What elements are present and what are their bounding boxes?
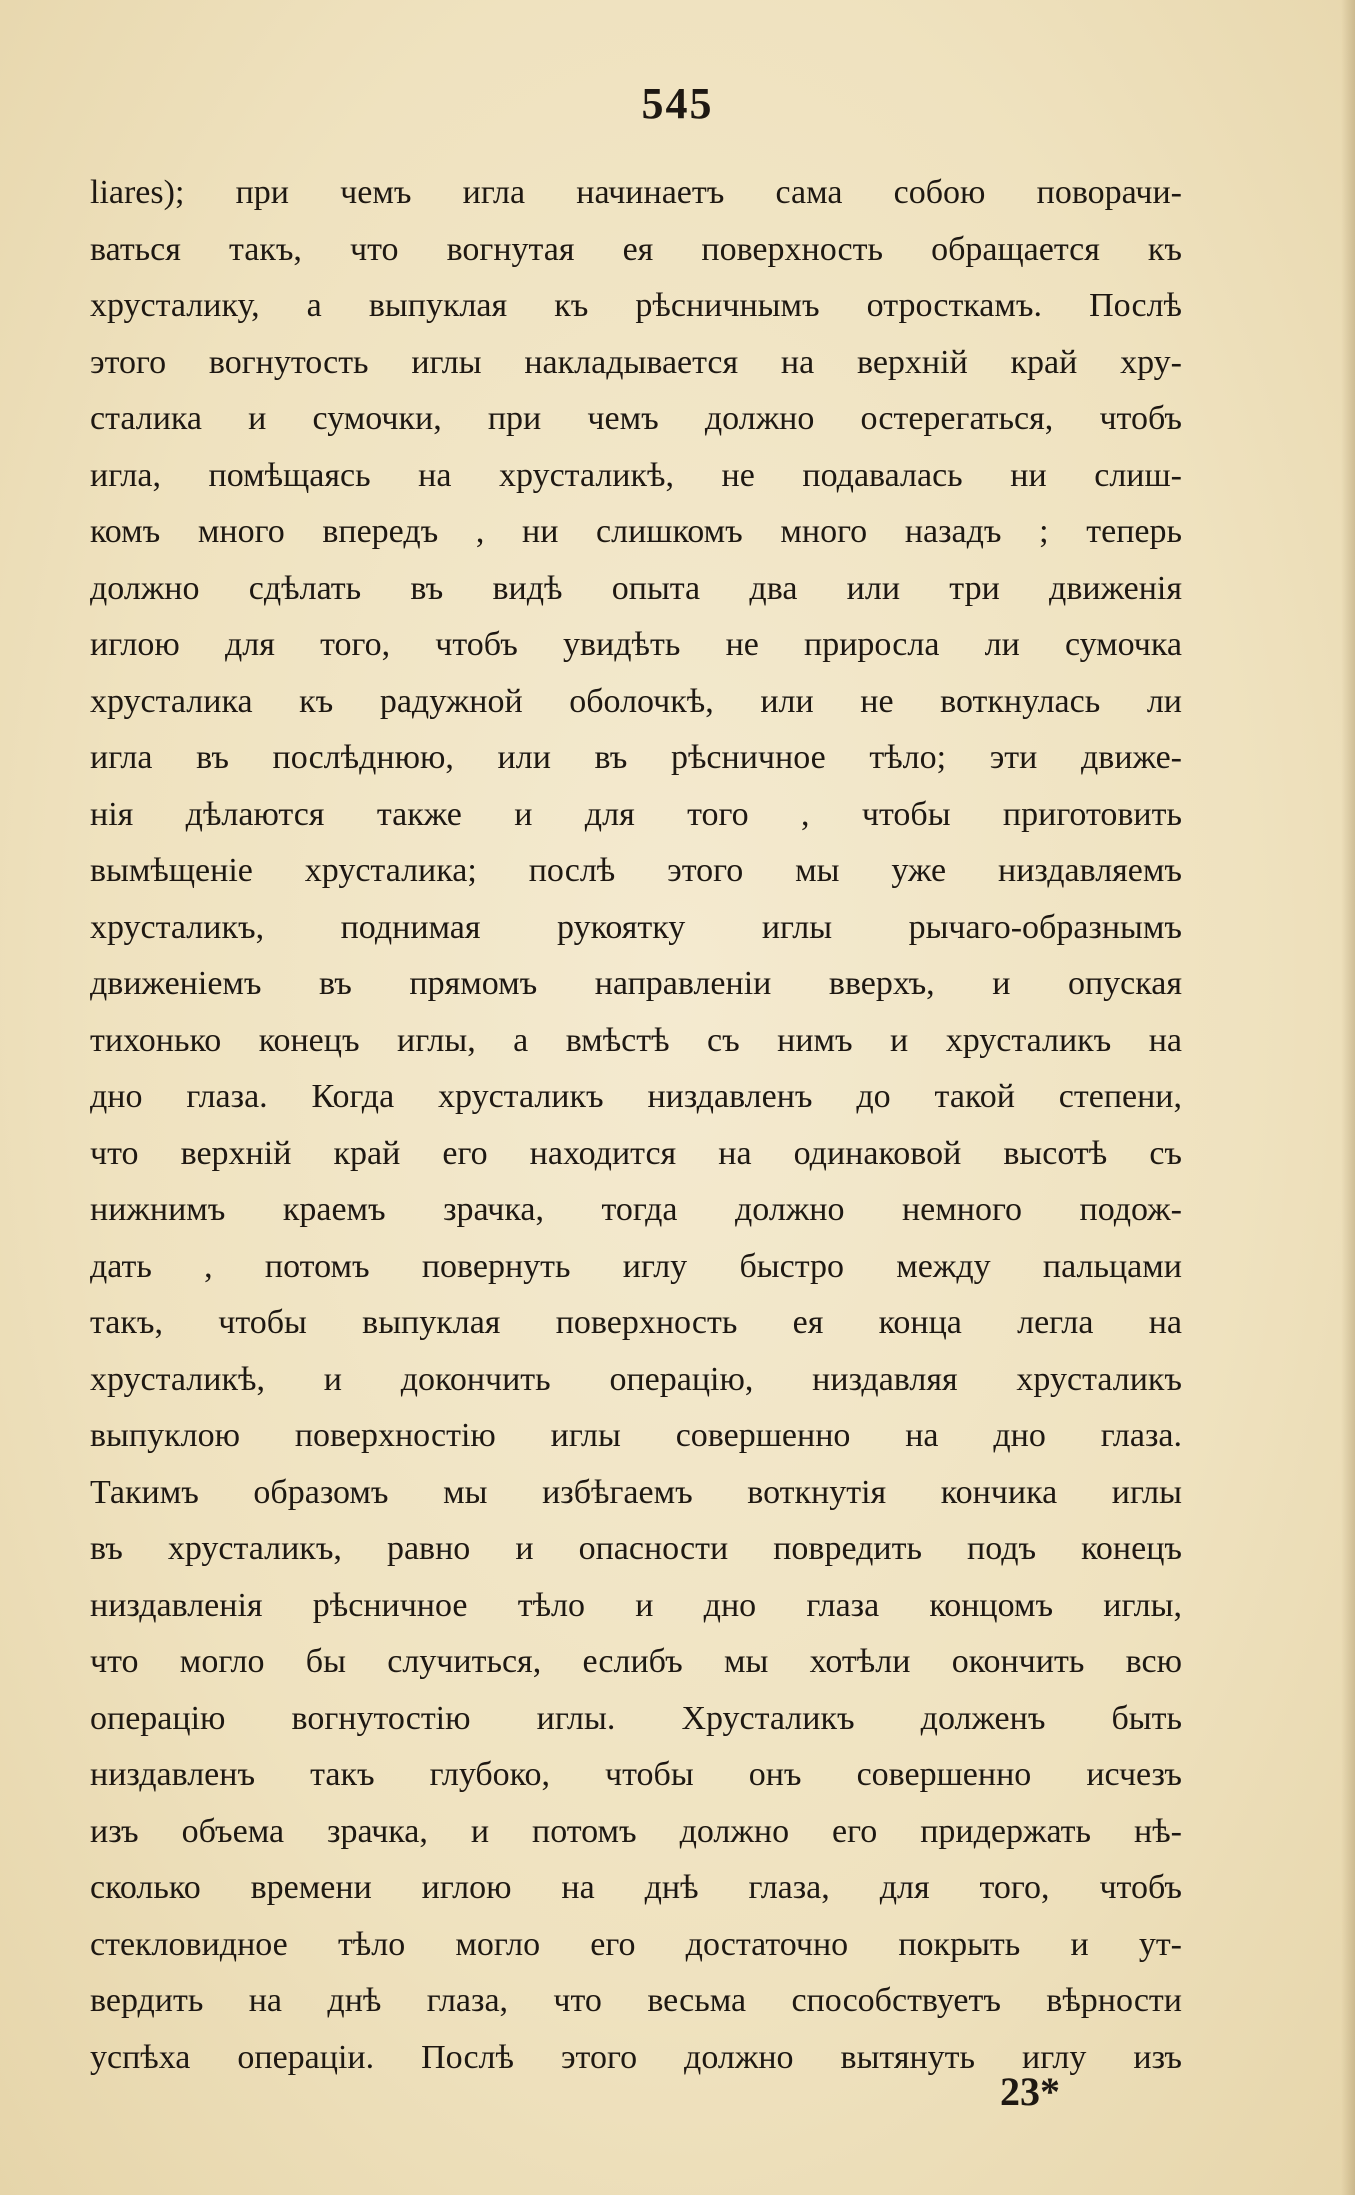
text-line: иглою для того, чтобъ увидѣть не приросла ли сумочка [90,626,1182,663]
text-line: хрусталику, а выпуклая къ рѣсничнымъ отросткамъ. Послѣ [90,287,1182,324]
text-line: вымѣщеніе хрусталика; послѣ этого мы уже низдавляемъ [90,852,1182,889]
text-line: успѣха операціи. Послѣ этого должно вытянуть иглу изъ [90,2038,1182,2076]
text-line: этого вогнутость иглы накладывается на верхній край хру- [90,343,1182,381]
text-line: хрусталикѣ, и докончить операцію, низдавляя хрусталикъ [90,1360,1182,1398]
text-line: что могло бы случиться, еслибъ мы хотѣли окончить всю [90,1643,1182,1680]
text-line: сколько времени иглою на днѣ глаза, для того, чтобъ [90,1869,1182,1906]
text-line: что верхній край его находится на одинаковой высотѣ съ [90,1134,1182,1172]
text-line: низдавленъ такъ глубоко, чтобы онъ совершенно исчезъ [90,1756,1182,1793]
text-line: въ хрусталикъ, равно и опасности повредить подъ конецъ [90,1530,1182,1567]
text-line: движеніемъ въ прямомъ направленіи вверхъ, и опуская [90,965,1182,1002]
body-text [90,165,1182,2086]
text-line: выпуклою поверхностію иглы совершенно на дно глаза. [90,1417,1182,1454]
text-line: должно сдѣлать въ видѣ опыта два или три движенія [90,569,1182,607]
page-number: 545 [641,79,714,128]
signature-mark: 23* [1000,2069,1060,2114]
text-line: нія дѣлаются также и для того , чтобы приготовить [90,795,1182,833]
text-line: тихонько конецъ иглы, а вмѣстѣ съ нимъ и хрусталикъ на [90,1021,1182,1059]
text-line: сталика и сумочки, при чемъ должно остерегаться, чтобъ [90,400,1182,437]
text-line: хрусталикъ, поднимая рукоятку иглы рычаго-образнымъ [90,908,1182,946]
text-line: операцію вогнутостію иглы. Хрусталикъ долженъ быть [90,1699,1182,1737]
text-line: вердить на днѣ глаза, что весьма способствуетъ вѣрности [90,1982,1182,2019]
text-line: стекловидное тѣло могло его достаточно покрыть и ут- [90,1925,1182,1963]
text-line: нижнимъ краемъ зрачка, тогда должно немного подож- [90,1191,1182,1228]
text-line: дно глаза. Когда хрусталикъ низдавленъ до такой степени, [90,1078,1182,1115]
text-line: дать , потомъ повернуть иглу быстро между пальцами [90,1247,1182,1285]
text-line: хрусталика къ радужной оболочкѣ, или не воткнулась ли [90,682,1182,720]
page-edge-shadow [1341,0,1355,2195]
text-line: ваться такъ, что вогнутая ея поверхность обращается къ [90,230,1182,268]
text-line: изъ объема зрачка, и потомъ должно его придержать нѣ- [90,1812,1182,1850]
text-line: комъ много впередъ , ни слишкомъ много назадъ ; теперь [90,513,1182,550]
text-line: игла въ послѣднюю, или въ рѣсничное тѣло; эти движе- [90,739,1182,776]
text-line: liares); при чемъ игла начинаетъ сама собою поворачи- [90,174,1182,211]
text-line: Такимъ образомъ мы избѣгаемъ воткнутія кончика иглы [90,1473,1182,1511]
text-line: низдавленія рѣсничное тѣло и дно глаза концомъ иглы, [90,1586,1182,1624]
text-line: такъ, чтобы выпуклая поверхность ея конца легла на [90,1304,1182,1341]
text-line: игла, помѣщаясь на хрусталикѣ, не подавалась ни слиш- [90,456,1182,494]
